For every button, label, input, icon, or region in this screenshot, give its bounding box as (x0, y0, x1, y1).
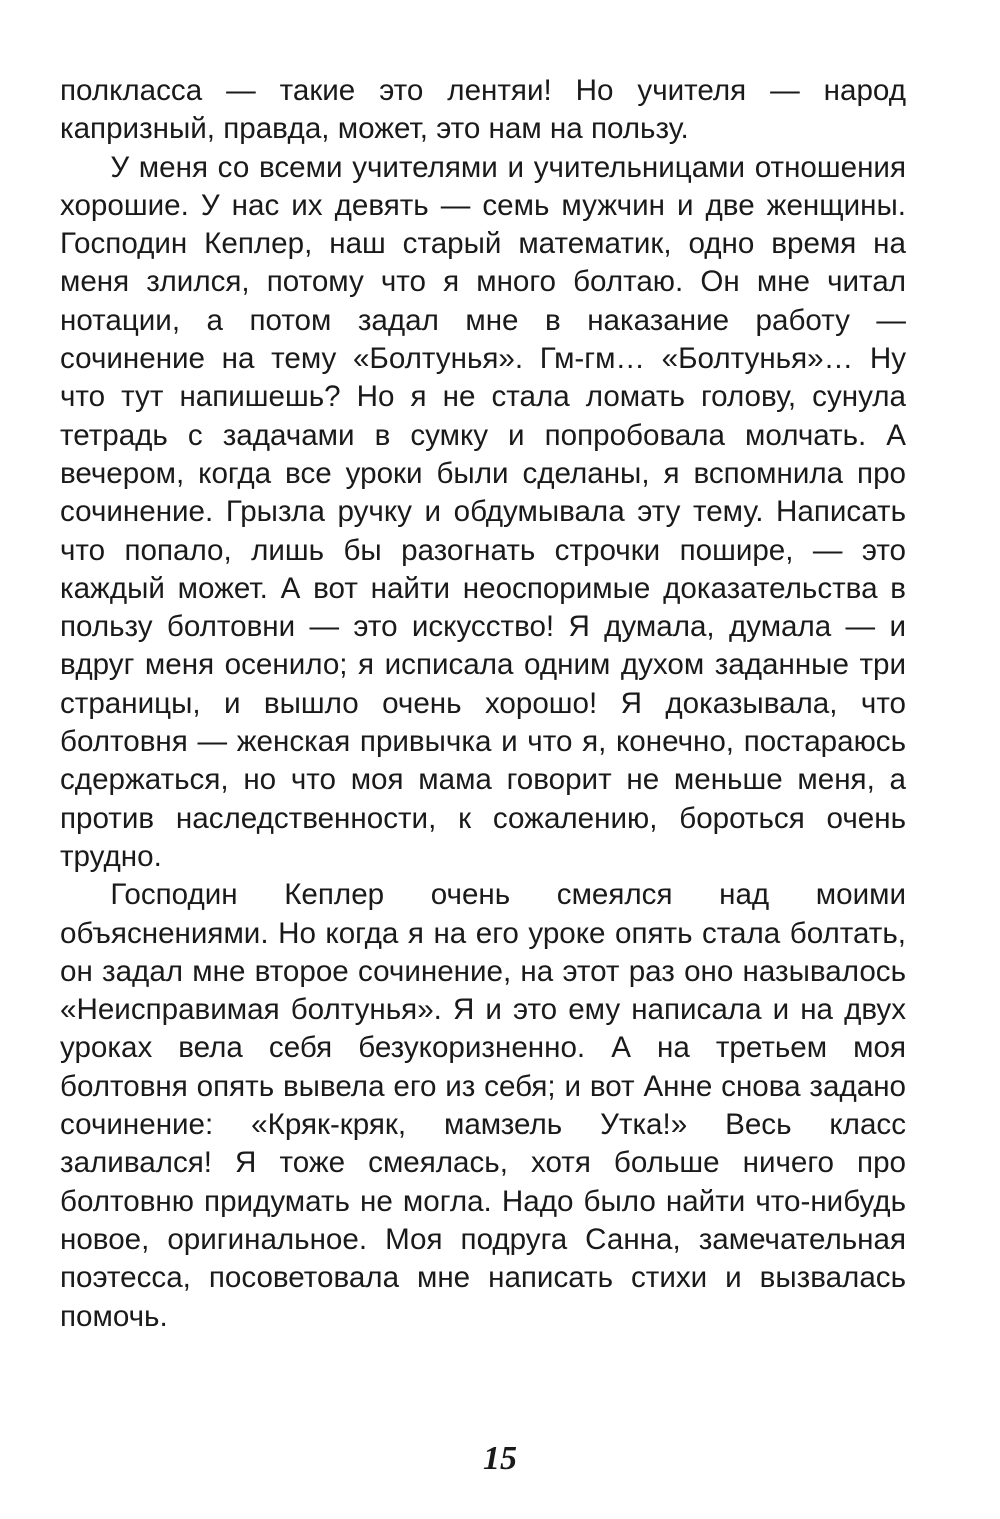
page-number: 15 (483, 1440, 517, 1477)
paragraph-continuation: полкласса — такие это лентяи! Но учителя — народ капризный, правда, может, это нам на пользу. (60, 74, 906, 146)
paragraph-teachers: У меня со всеми учителями и учительницами отношения хорошие. У нас их девять — семь мужчин и две женщины. Господин Кеплер, наш старый математик, одно время на меня злился, потому что я много болтаю. Он мне читал нотации, а потом задал мне в наказание работу — сочинение на тему «Болтунья». Гм-гм… «Болтунья»… Ну что тут напишешь? Но я не стала ломать голову, сунула тетрадь с задачами в сумку и попробовала молчать. А вечером, когда все уроки были сделаны, я вспомнила про сочинение. Грызла ручку и обдумывала эту тему. Написать что попало, лишь бы разогнать строчки пошире, — это каждый может. А вот найти неоспоримые доказательства в пользу болтовни — это искусство! Я думала, думала — и вдруг меня осенило; я исписала одним духом заданные три страницы, и вышло очень хорошо! Я доказывала, что болтовня — женская привычка и что я, конечно, постараюсь сдержаться, но что моя мама говорит не меньше меня, а против наследственности, к сожалению, бороться очень трудно. (60, 150, 906, 873)
paragraph-kepler: Господин Кеплер очень смеялся над моими объяснениями. Но когда я на его уроке опять стала болтать, он задал мне второе сочинение, на этот раз оно называлось «Неисправимая болтунья». Я и это ему написала и на двух уроках вела себя безукоризненно. А на третьем моя болтовня опять вывела его из себя; и вот Анне снова задано сочинение: «Кряк-кряк, мамзель Утка!» Весь класс заливался! Я тоже смеялась, хотя больше ничего про болтовню придумать не могла. Надо было найти что-нибудь новое, оригинальное. Моя подруга Санна, замечательная поэтесса, посоветовала мне написать стихи и вызвалась помочь. (60, 878, 906, 1333)
page-body (60, 72, 906, 1336)
